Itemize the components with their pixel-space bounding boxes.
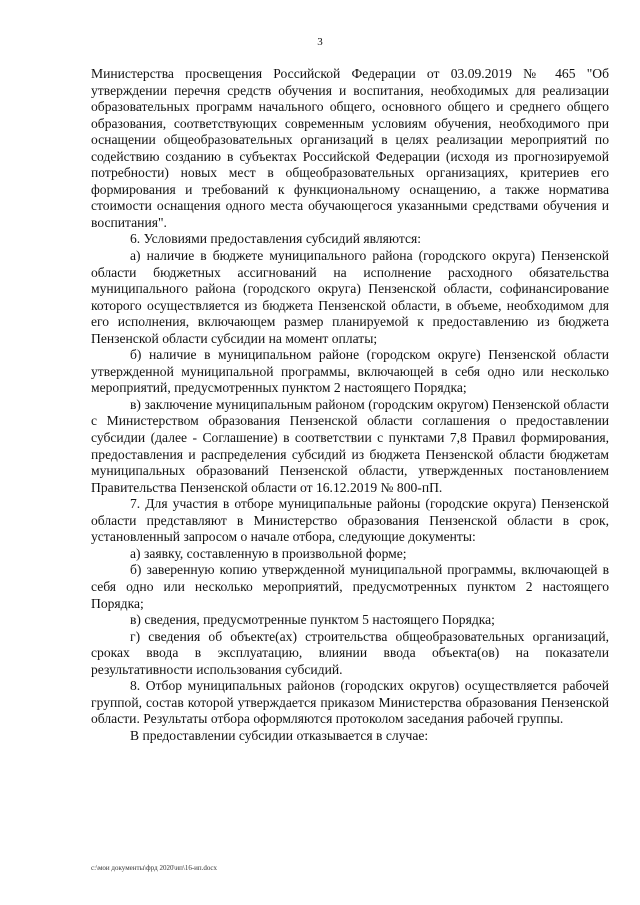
paragraph: г) сведения об объекте(ах) строительства общеобразовательных организаций, сроках ввода в эксплуатацию, влиянии ввода объекта(ов) на показатели результативности использования субсидий. bbox=[91, 628, 609, 677]
paragraph: 7. Для участия в отборе муниципальные районы (городские округа) Пензенской области представляют в Министерство образования Пензенской области в срок, установленный запросом о начале отбора, следующие документы: bbox=[91, 496, 609, 545]
paragraph: 8. Отбор муниципальных районов (городских округов) осуществляется рабочей группой, состав которой утверждается приказом Министерства образования Пензенской области. Результаты отбора оформляются протоколом заседания рабочей группы. bbox=[91, 678, 609, 727]
file-path-footer: c:\мои документы\фрд 2020\ип\16-ип.docx bbox=[91, 864, 217, 872]
paragraph: в) заключение муниципальным районом (городским округом) Пензенской области с Министерством образования Пензенской области соглашения о предоставлении субсидии (далее - Соглашение) в соответствии с пунктами 7,8 Правил формирования, предоставления и распределения субсидий из бюджета Пензенской области бюджетам муниципальных образований Пензенской области, утвержденных постановлением Правительства Пензенской области от 16.12.2019 № 800-пП. bbox=[91, 396, 609, 495]
paragraph: а) заявку, составленную в произвольной форме; bbox=[130, 545, 407, 561]
paragraph: б) заверенную копию утвержденной муниципальной программы, включающей в себя одно или несколько мероприятий, предусмотренных пунктом 2 настоящего Порядка; bbox=[91, 562, 609, 611]
paragraph: 6. Условиями предоставления субсидий являются: bbox=[130, 231, 422, 247]
paragraph: а) наличие в бюджете муниципального района (городского округа) Пензенской области бюджетных ассигнований на исполнение расходного обязательства муниципального района (городского округа) Пензенской области, софинансирование которого осуществляется из бюджета Пензенской области, в объеме, необходимом для его исполнения, включающем размер планируемой к предоставлению из бюджета Пензенской области субсидии на момент оплаты; bbox=[91, 248, 609, 346]
paragraph: в) сведения, предусмотренные пунктом 5 настоящего Порядка; bbox=[130, 612, 495, 628]
paragraph: В предоставлении субсидии отказывается в случае: bbox=[130, 727, 429, 743]
document-body bbox=[91, 66, 609, 744]
page-number: 3 bbox=[317, 36, 323, 48]
paragraph: Министерства просвещения Российской Федерации от 03.09.2019 № 465 "Об утверждении перечня средств обучения и воспитания, необходимых для реализации образовательных программ начального общего, основного общего и среднего общего образования, соответствующих современным условиям обучения, необходимого при оснащении общеобразовательных организаций в целях реализации мероприятий по содействию созданию в субъектах Российской Федерации (исходя из прогнозируемой потребности) новых мест в общеобразовательных организациях, критериев его формирования и требований к функциональному оснащению, а также норматива стоимости оснащения одного места обучающегося указанными средствами обучения и воспитания". bbox=[91, 66, 609, 230]
paragraph: б) наличие в муниципальном районе (городском округе) Пензенской области утвержденной муниципальной программы, включающей в себя одно или несколько мероприятий, предусмотренных пунктом 2 настоящего Порядка; bbox=[91, 347, 609, 396]
